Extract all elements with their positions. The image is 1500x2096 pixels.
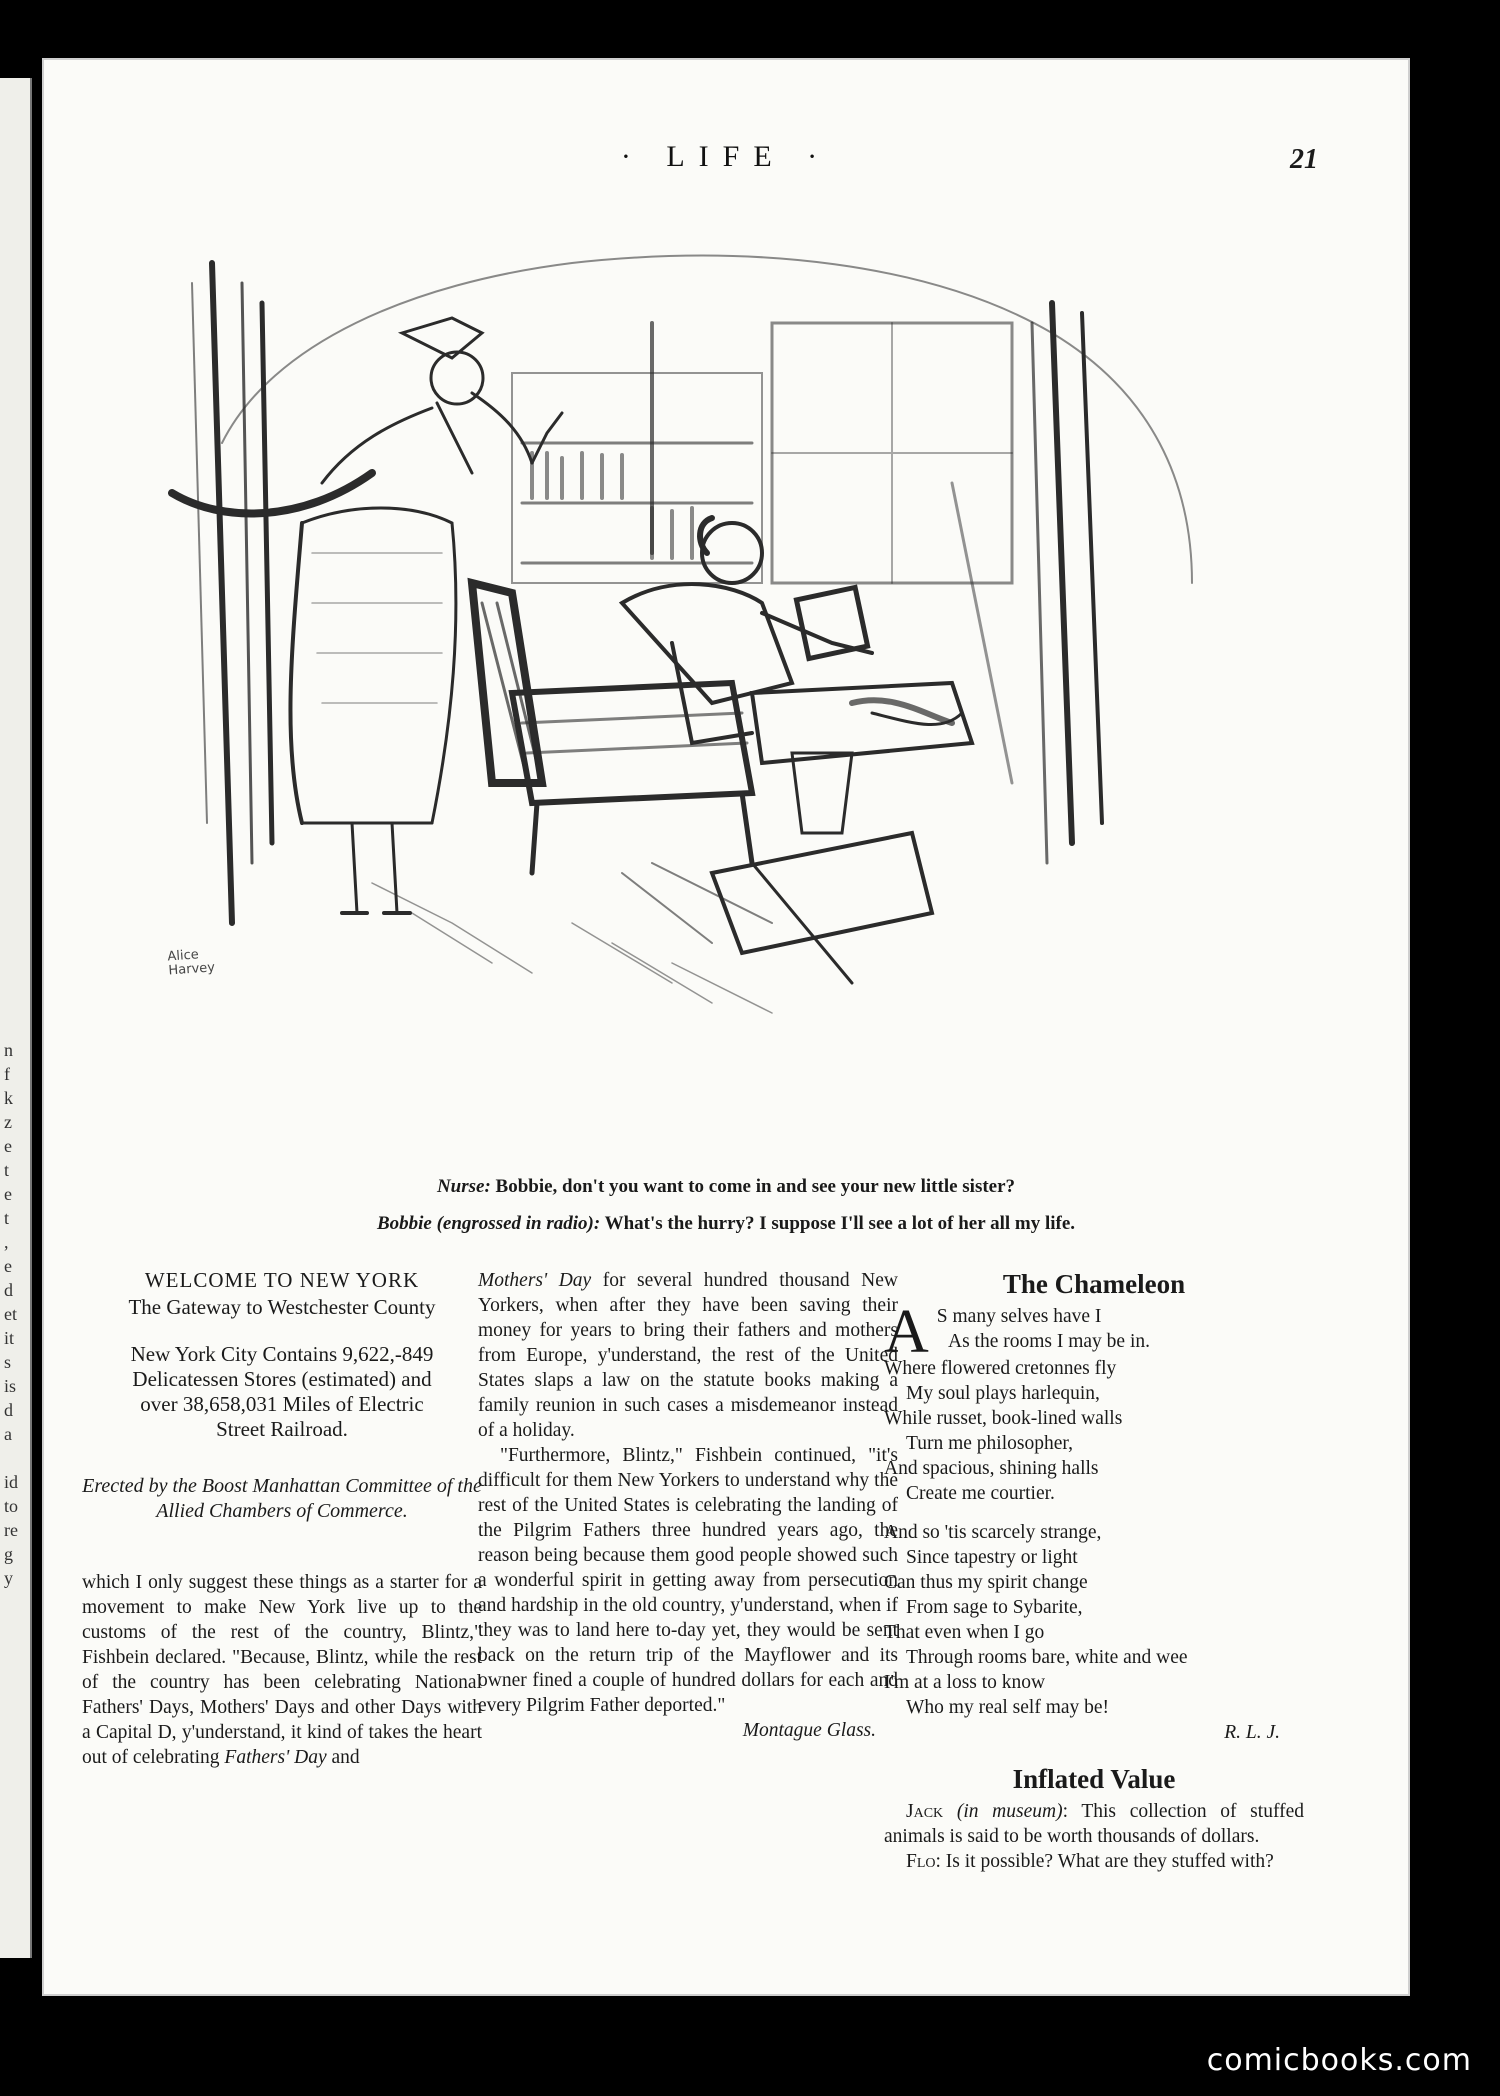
poem-line: While russet, book-lined walls — [884, 1408, 1123, 1429]
caption-line-1 — [42, 1168, 1410, 1205]
sign-erected-by: Erected by the Boost Manhattan Committee of the Allied Chambers of Commerce. — [82, 1475, 482, 1522]
poem-body — [884, 1298, 1304, 1745]
joke-speaker-1: Jack — [906, 1801, 944, 1822]
poem-line: Can thus my spirit change — [884, 1572, 1088, 1593]
sign-subheading: The Gateway to Westchester County — [128, 1295, 436, 1319]
artist-signature: Alice Harvey — [167, 947, 216, 979]
poem-line: And spacious, shining halls — [884, 1458, 1099, 1479]
poem-line: Since tapestry or light — [906, 1547, 1078, 1568]
poem-line: As the rooms I may be in. — [948, 1331, 1151, 1352]
article-column-1 — [82, 1268, 482, 1770]
poem-line: S many selves have I — [936, 1306, 1102, 1327]
poem-signature: R. L. J. — [1224, 1722, 1280, 1743]
poem-line: And so 'tis scarcely strange, — [884, 1522, 1102, 1543]
sketch-illustration — [152, 223, 1272, 1153]
poem-line: Turn me philosopher, — [906, 1433, 1073, 1454]
article-text-col2-para1 — [478, 1268, 898, 1443]
poem-line: From sage to Sybarite, — [906, 1597, 1083, 1618]
article-column-3 — [884, 1268, 1304, 1874]
article-text-col1-main: which I only suggest these things as a starter for a movement to make New York live up to the customs of the rest of the country, Blintz," Fishbein declared. "Because, Blintz, while the rest of the country has been celebrating National Fathers' Days, Mothers' Days and other Days with a Capital D, y'understand, it kind of takes the heart out of celebrating — [82, 1572, 482, 1768]
cartoon-caption — [42, 1168, 1410, 1242]
magazine-page — [42, 58, 1410, 1996]
poem-line: Create me courtier. — [906, 1483, 1055, 1504]
poem-line: That even when I go — [884, 1622, 1045, 1643]
poem-dropcap: A — [884, 1298, 929, 1366]
poem-line: My soul plays harlequin, — [906, 1383, 1100, 1404]
stanza-break — [884, 1506, 1304, 1520]
article-text-col2-italic: Mothers' Day — [478, 1270, 592, 1291]
facing-page-text-fragments: n f k z e t e t , e d et it s is d a id to re g y — [4, 1040, 19, 1588]
article-text-col2-para1-main: for several hundred thousand New Yorkers, when after they have been saving their money for years to bring their fathers and mothers from Europe, y'understand, the rest of the United States slaps a law on the statute books making a family reunion in such cases a misdemeanor instead of a holiday. — [478, 1270, 898, 1441]
caption-text-2: What's the hurry? I suppose I'll see a lot of her all my life. — [604, 1213, 1076, 1234]
poem-line: I'm at a loss to know — [884, 1672, 1046, 1693]
poem-line: Where flowered cretonnes fly — [884, 1358, 1117, 1379]
joke-speaker-2: Flo — [906, 1851, 936, 1872]
illustration-icon — [152, 223, 1272, 1153]
article-text-col2-para2: "Furthermore, Blintz," Fishbein continued, "it's difficult for them New Yorkers to understand why the rest of the United States is celebrating the landing of the Pilgrim Fathers three hundred years ago, the reason being because them good people showed such a wonderful spirit in getting away from persecution and hardship in the old country, y'understand, when if they was to land here to-day yet, they would be sent back on the return trip of the Mayflower and its owner fined a couple of hundred dollars for each and every Pilgrim Father deported." — [478, 1445, 898, 1716]
joke-line-2 — [884, 1849, 1304, 1874]
article-column-2 — [478, 1268, 898, 1743]
sign-heading: WELCOME TO NEW YORK — [144, 1268, 420, 1292]
caption-speaker-2: Bobbie (engrossed in radio): — [376, 1213, 601, 1234]
caption-line-2 — [42, 1205, 1410, 1242]
sign-body: New York City Contains 9,622,-849 Delicatessen Stores (estimated) and over 38,658,031 Miles of Electric Street Railroad. — [130, 1342, 434, 1441]
joke-text-2: : Is it possible? What are they stuffed with? — [935, 1851, 1274, 1872]
article-text-col1-end: and — [331, 1747, 360, 1768]
article-text-col1 — [82, 1570, 482, 1770]
caption-text-1: Bobbie, don't you want to come in and see your new little sister? — [495, 1176, 1016, 1197]
poem-line: Who my real self may be! — [906, 1697, 1110, 1718]
joke-text-1: : This collection of stuffed animals is said to be worth thousands of dollars. — [884, 1801, 1304, 1847]
facing-page-edge — [0, 78, 32, 1958]
joke-line-1 — [884, 1799, 1304, 1849]
caption-speaker-1: Nurse: — [436, 1176, 491, 1197]
masthead: · LIFE · — [620, 140, 832, 173]
poem-line: Through rooms bare, white and wee — [906, 1647, 1188, 1668]
joke-speaker-1-note: (in museum) — [956, 1801, 1063, 1822]
page-number: 21 — [1290, 144, 1318, 175]
watermark: comicbooks.com — [1206, 2043, 1472, 2078]
article-byline: Montague Glass. — [742, 1720, 876, 1741]
poem-title: The Chameleon — [1002, 1269, 1186, 1299]
joke-title: Inflated Value — [1012, 1764, 1176, 1794]
article-text-col1-italic: Fathers' Day — [224, 1747, 327, 1768]
